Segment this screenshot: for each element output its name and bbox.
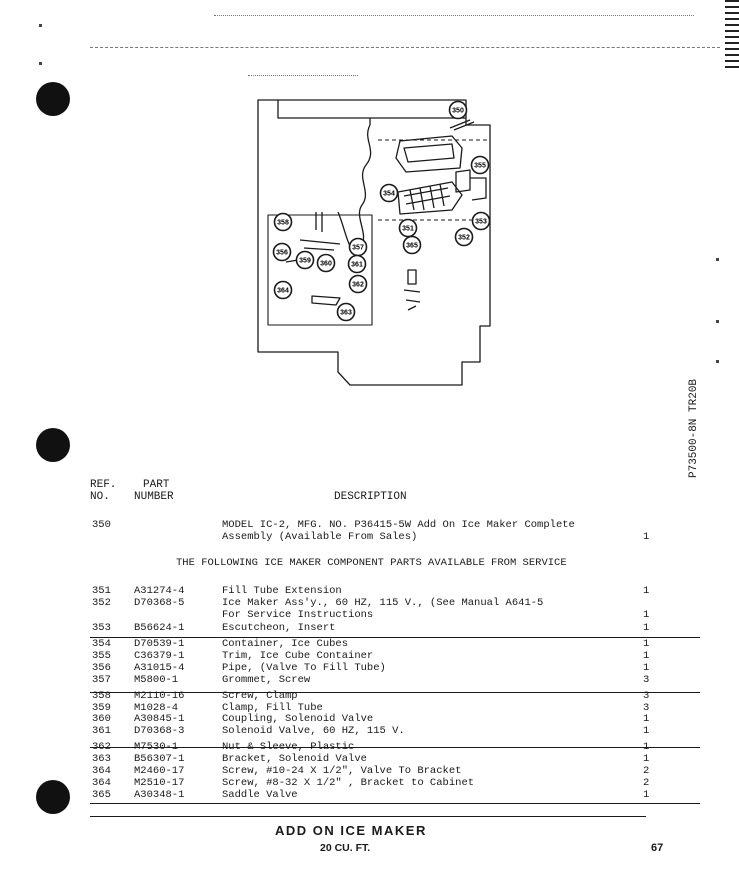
assembly-description-line2: Assembly (Available From Sales) [222,531,418,543]
cell-ref: 364 [92,765,111,777]
cell-part: A30348-1 [134,789,185,801]
table-row [0,610,739,621]
document-code: P73500-8N TR20B [688,378,700,478]
callout-label: 360 [320,260,332,268]
cell-desc: Grommet, Screw [222,674,311,686]
page-title: ADD ON ICE MAKER [275,823,427,838]
cell-ref: 354 [92,638,111,650]
cell-part: M2460-17 [134,765,185,777]
table-row [0,663,739,674]
assembly-ref: 350 [92,519,111,531]
cell-desc: Pipe, (Valve To Fill Tube) [222,662,386,674]
callout-360 [318,255,335,272]
cell-ref: 351 [92,585,111,597]
cell-ref: 360 [92,713,111,725]
cell-part: M2510-17 [134,777,185,789]
assembly-qty: 1 [643,531,650,543]
table-row [0,623,739,634]
cell-ref: 353 [92,622,111,634]
cell-qty: 1 [643,622,650,634]
cell-part: D70539-1 [134,638,185,650]
callout-361 [349,256,366,273]
callout-352 [456,229,473,246]
binder-hole-middle [36,428,70,462]
cell-ref: 363 [92,753,111,765]
cell-desc: Clamp, Fill Tube [222,702,323,714]
cell-desc: Saddle Valve [222,789,298,801]
cell-qty: 2 [643,777,650,789]
cell-desc: Nut & Sleeve, Plastic [222,741,355,753]
callout-363 [338,304,355,321]
group-separator [90,692,700,693]
callout-364 [275,282,292,299]
cell-desc: Bracket, Solenoid Valve [222,753,367,765]
part-number-header: PART NUMBER [134,479,174,503]
cell-part: M2110-16 [134,690,185,702]
cell-desc: Ice Maker Ass'y., 60 HZ, 115 V., (See Manual A641-5 [222,597,544,609]
cell-part: M7530-1 [134,741,179,753]
callout-label: 350 [452,107,464,115]
page-subtitle: 20 CU. FT. [320,842,371,854]
group-separator [90,747,700,748]
cell-desc: Screw, Clamp [222,690,298,702]
cell-desc: Screw, #10-24 X 1/2", Valve To Bracket [222,765,462,777]
callout-357 [350,239,367,256]
callout-label: 358 [277,219,289,227]
callout-350 [450,102,467,119]
table-row [0,714,739,725]
group-separator [90,816,646,817]
cell-desc: Trim, Ice Cube Container [222,650,374,662]
cell-qty: 3 [643,702,650,714]
callout-label: 356 [276,249,288,257]
cell-qty: 1 [643,789,650,801]
table-row [0,754,739,765]
cell-ref: 358 [92,690,111,702]
cell-desc: Screw, #8-32 X 1/2" , Bracket to Cabinet [222,777,475,789]
callout-label: 357 [352,244,364,252]
table-row [0,675,739,686]
ref-no-header: REF. NO. [90,479,117,503]
cell-part: D70368-5 [134,597,185,609]
cell-part: A30845-1 [134,713,185,725]
cell-part: M1028-4 [134,702,179,714]
section-note: THE FOLLOWING ICE MAKER COMPONENT PARTS AVAILABLE FROM SERVICE [176,557,567,569]
callout-label: 351 [402,225,414,233]
table-row [0,586,739,597]
table-row [0,598,739,609]
cell-desc: Container, Ice Cubes [222,638,349,650]
cell-desc: Escutcheon, Insert [222,622,336,634]
callout-label: 352 [458,234,470,242]
cell-ref: 359 [92,702,111,714]
description-header: DESCRIPTION [334,491,407,503]
cell-ref: 357 [92,674,111,686]
assembly-description-line1: MODEL IC-2, MFG. NO. P36415-5W Add On Ice Maker Complete [222,519,575,531]
cell-ref: 356 [92,662,111,674]
callout-358 [275,214,292,231]
cell-desc: Fill Tube Extension [222,585,342,597]
callout-label: 361 [351,261,363,269]
cell-ref: 361 [92,725,111,737]
callout-label: 363 [340,309,352,317]
cell-qty: 1 [643,741,650,753]
callout-label: 355 [474,162,486,170]
callout-362 [350,276,367,293]
table-row [0,790,739,801]
callout-354 [381,185,398,202]
callout-359 [297,252,314,269]
cell-ref: 364 [92,777,111,789]
page-number: 67 [651,842,664,854]
cell-part: C36379-1 [134,650,185,662]
cell-qty: 2 [643,765,650,777]
cell-part: M5800-1 [134,674,179,686]
cell-qty: 3 [643,690,650,702]
cell-qty: 1 [643,650,650,662]
callout-label: 364 [277,287,289,295]
table-row [0,726,739,737]
callout-label: 362 [352,281,364,289]
cell-qty: 1 [643,753,650,765]
callout-label: 365 [406,242,418,250]
cell-ref: 355 [92,650,111,662]
cell-qty: 1 [643,713,650,725]
cell-desc: Coupling, Solenoid Valve [222,713,374,725]
cell-ref: 352 [92,597,111,609]
callout-351 [400,220,417,237]
cell-qty: 1 [643,638,650,650]
cell-qty: 1 [643,609,650,621]
cell-ref: 362 [92,741,111,753]
callout-365 [404,237,421,254]
callout-label: 353 [475,218,487,226]
table-row [0,778,739,789]
cell-part: B56307-1 [134,753,185,765]
group-separator [90,803,700,804]
table-row [0,651,739,662]
cell-qty: 1 [643,725,650,737]
cell-part: B56624-1 [134,622,185,634]
table-row [0,639,739,650]
cell-ref: 365 [92,789,111,801]
cell-desc: For Service Instructions [222,609,374,621]
cell-qty: 3 [643,674,650,686]
cell-qty: 1 [643,585,650,597]
cell-part: A31015-4 [134,662,185,674]
cell-part: D70368-3 [134,725,185,737]
callout-label: 359 [299,257,311,265]
group-separator [90,637,700,638]
callout-355 [472,157,489,174]
callout-label: 354 [383,190,395,198]
cell-qty: 1 [643,662,650,674]
table-row [0,766,739,777]
callout-353 [473,213,490,230]
cell-desc: Solenoid Valve, 60 HZ, 115 V. [222,725,405,737]
callout-356 [274,244,291,261]
exploded-parts-diagram [0,0,739,400]
cell-part: A31274-4 [134,585,185,597]
